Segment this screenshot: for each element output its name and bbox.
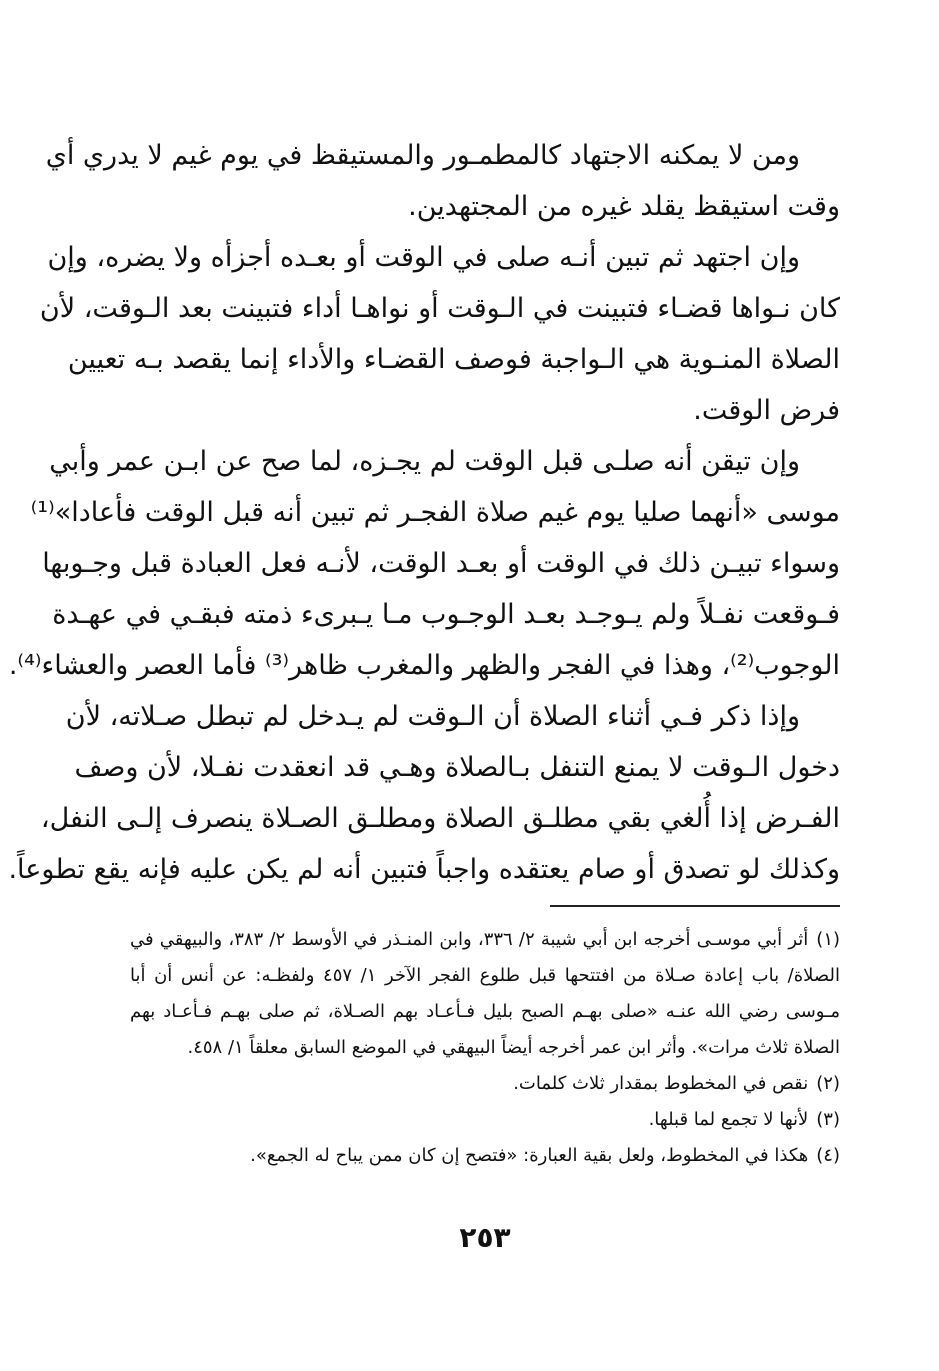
main-text	[8, 130, 840, 895]
footnote-text: لأنها لا تجمع لما قبلها.	[648, 1109, 809, 1130]
text-line: الفـرض إذا أُلغي بقي مطلـق الصلاة ومطلـق الصـلاة ينصرف إلـى النفل،	[40, 803, 840, 834]
text-line: فـوقعت نفـلاً ولم يـوجـد بعـد الوجـوب مـا يـبرىء ذمته فبقـي في عهـدة	[52, 599, 840, 630]
text-line: كان نـواها قضـاء فتبينت في الـوقت أو نواهـا أداء فتبينت بعد الـوقت، لأن	[39, 293, 840, 324]
text-line: وسواء تبيـن ذلك في الوقت أو بعـد الوقت، لأنـه فعل العبادة قبل وجـوبها	[42, 548, 840, 579]
text-line: وإذا ذكر فـي أثناء الصلاة أن الـوقت لم يـدخل لم تبطل صـلاته، لأن	[65, 701, 800, 732]
footnote-number: (١)	[816, 929, 841, 950]
text-line: الصلاة المنـوية هي الـواجبة فوصف القضـاء والأداء إنما يقصد بـه تعيين	[67, 344, 840, 375]
footnote-line: الصلاة/ باب إعادة صـلاة من افتتحها قبل طلوع الفجر الآخر ١/ ٤٥٧ ولفظـه: عن أنس أن أبا	[130, 965, 841, 986]
footnote-number: (٣)	[816, 1109, 840, 1130]
footnote-text: أثر أبي موسـى أخرجه ابن أبي شيبة ٢/ ٣٣٦، وابن المنـذر في الأوسط ٢/ ٣٨٣، والبيهقي في	[130, 929, 809, 950]
footnote-number: (٤)	[816, 1145, 840, 1166]
text-line: ومن لا يمكنه الاجتهاد كالمطمـور والمستيقظ في يوم غيم لا يدري أي	[45, 140, 800, 171]
footnote-line	[130, 922, 840, 958]
page-number: ٢٥٣	[459, 1221, 511, 1254]
footnote-number: (٢)	[816, 1073, 840, 1094]
footnote-line	[130, 1138, 840, 1174]
footnote-line: الصلاة ثلاث مرات». وأثر ابن عمر أخرجه أيضاً البيهقي في الموضع السابق معلقاً ١/ ٤٥٨.	[187, 1037, 840, 1058]
footnote-text: نقص في المخطوط بمقدار ثلاث كلمات.	[513, 1073, 809, 1094]
text-line: فرض الوقت.	[693, 395, 840, 426]
footnote-line: مـوسى رضي الله عنـه «صلى بهـم الصبح بليل فـأعـاد بهم الصـلاة، ثم صلى بهـم فـأعـاد بهم	[130, 1001, 840, 1022]
text-line: موسى «أنهما صليا يوم غيم صلاة الفجـر ثم تبين أنه قبل الوقت فأعادا»⁽¹⁾	[30, 497, 840, 528]
footnote-text: هكذا في المخطوط، ولعل بقية العبارة: «فتصح إن كان ممن يباح له الجمع».	[250, 1145, 809, 1166]
footnote-line	[130, 1066, 840, 1102]
text-line: الوجوب⁽²⁾، وهذا في الفجر والظهر والمغرب ظاهر⁽³⁾ فأما العصر والعشاء⁽⁴⁾.	[8, 650, 840, 681]
text-line: وكذلك لو تصدق أو صام يعتقده واجباً فتبين أنه لم يكن عليه فإنه يقع تطوعاً.	[8, 854, 840, 885]
text-line: وإن اجتهد ثم تبين أنـه صلى في الوقت أو بعـده أجزأه ولا يضره، وإن	[47, 242, 800, 273]
text-line: وقت استيقظ يقلد غيره من المجتهدين.	[408, 191, 840, 222]
text-line: دخول الـوقت لا يمنع التنفل بـالصلاة وهـي قد انعقدت نفـلا، لأن وصف	[74, 752, 840, 783]
text-line: وإن تيقن أنه صلـى قبل الوقت لم يجـزه، لما صح عن ابـن عمر وأبي	[49, 446, 800, 477]
footnote-line	[130, 1102, 840, 1138]
footnote-separator	[550, 905, 840, 907]
book-page	[8, 130, 841, 1330]
footnotes	[130, 922, 840, 1174]
